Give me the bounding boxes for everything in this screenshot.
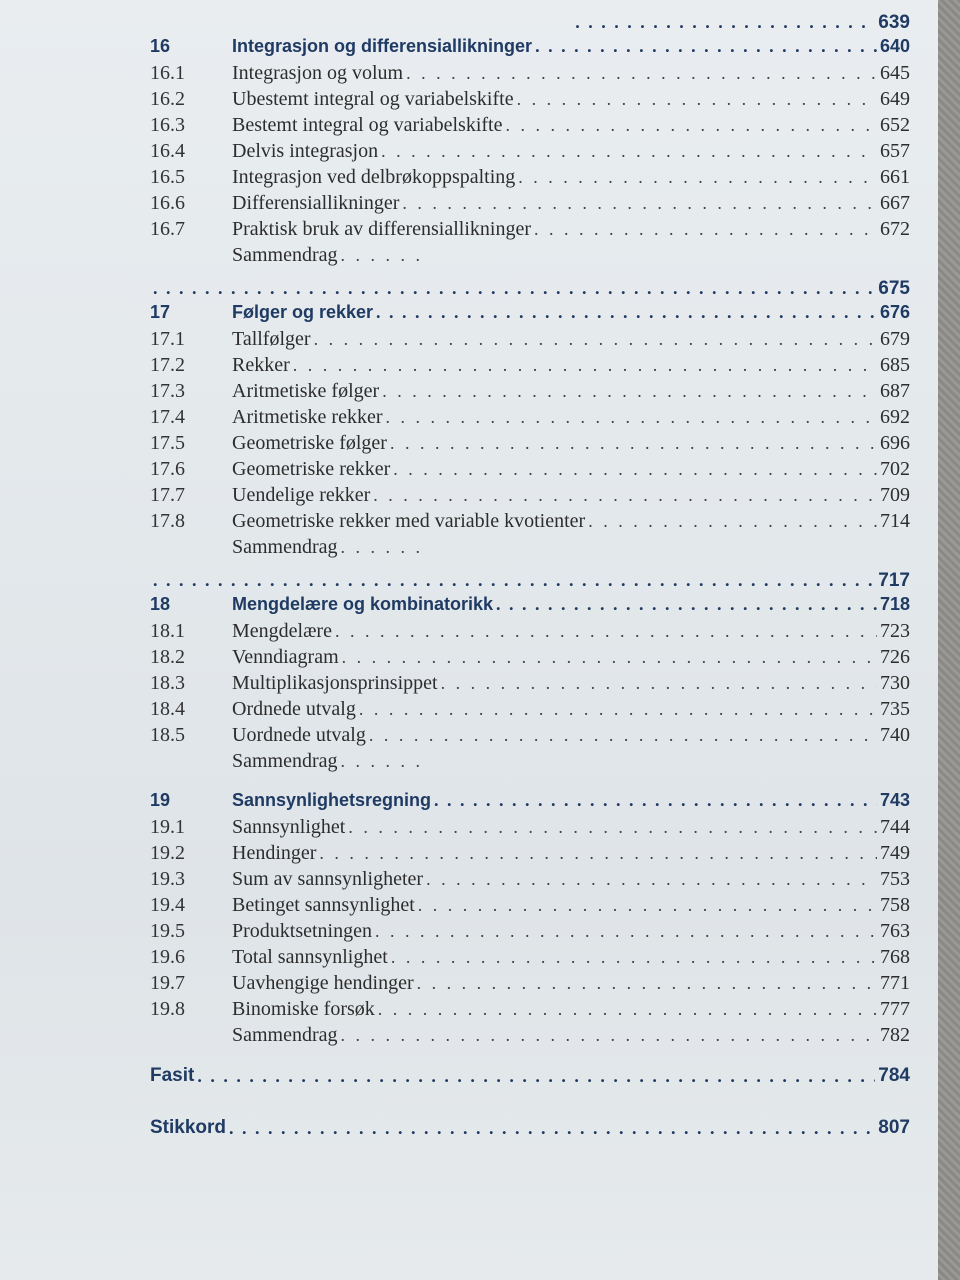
section-title: Differensiallikninger [232, 192, 400, 214]
fasit-page: 784 [878, 1065, 910, 1086]
dot-leader [505, 115, 877, 136]
section-page: 723 [880, 620, 910, 642]
chapter-start-line [150, 570, 910, 594]
chapter-number: 17 [150, 302, 171, 322]
section-page: 726 [880, 646, 910, 668]
dot-leader [406, 63, 877, 84]
dot-leader [391, 947, 877, 968]
summary-row [150, 536, 910, 562]
dot-leader [588, 511, 877, 532]
chapter-heading [150, 594, 910, 620]
section-number: 17.1 [150, 328, 185, 350]
dot-leader [153, 570, 875, 591]
dot-leader [335, 621, 877, 642]
dot-leader [517, 89, 877, 110]
section-row [150, 842, 910, 868]
dot-leader [293, 355, 877, 376]
section-page: 667 [880, 192, 910, 214]
section-row [150, 646, 910, 672]
section-row [150, 380, 910, 406]
section-title: Delvis integrasjon [232, 140, 379, 162]
dot-leader [496, 594, 877, 615]
chapter-title: Mengdelære og kombinatorikk [232, 594, 494, 614]
section-page: 687 [880, 380, 910, 402]
dot-leader [376, 302, 877, 323]
section-number: 17.3 [150, 380, 185, 402]
section-title: Hendinger [232, 842, 317, 864]
dot-leader [386, 407, 878, 428]
section-row [150, 484, 910, 510]
section-row [150, 166, 910, 192]
section-title: Multiplikasjonsprinsippet [232, 672, 438, 694]
summary-row [150, 244, 910, 270]
section-number: 16.4 [150, 140, 185, 162]
section-page: 777 [880, 998, 910, 1020]
section-title: Ordnede utvalg [232, 698, 356, 720]
chapter-title: Sannsynlighetsregning [232, 790, 432, 810]
dot-leader [359, 699, 877, 720]
section-page: 657 [880, 140, 910, 162]
dot-leader [381, 141, 877, 162]
section-title: Geometriske rekker [232, 458, 391, 480]
section-number: 19.3 [150, 868, 185, 890]
section-row [150, 972, 910, 998]
summary-title: Sammendrag [232, 1024, 338, 1046]
section-number: 16.1 [150, 62, 185, 84]
section-row [150, 192, 910, 218]
section-page: 692 [880, 406, 910, 428]
dot-leader [341, 245, 421, 266]
section-number: 19.6 [150, 946, 185, 968]
summary-title: Sammendrag [232, 536, 338, 558]
chapter-gap [150, 562, 910, 570]
chapter-start-page: 675 [878, 278, 910, 299]
summary-title: Sammendrag [232, 750, 338, 772]
section-title: Total sannsynlighet [232, 946, 388, 968]
summary-title: Sammendrag [232, 244, 338, 266]
section-row [150, 88, 910, 114]
section-number: 17.7 [150, 484, 185, 506]
chapter-page: 743 [879, 790, 910, 810]
section-row [150, 672, 910, 698]
section-page: 735 [880, 698, 910, 720]
section-number: 17.4 [150, 406, 185, 428]
section-number: 17.2 [150, 354, 185, 376]
section-row [150, 218, 910, 244]
summary-page: 782 [880, 1024, 910, 1046]
section-row [150, 510, 910, 536]
section-number: 19.4 [150, 894, 185, 916]
section-number: 18.5 [150, 724, 185, 746]
chapter-page: 718 [879, 594, 910, 614]
section-row [150, 432, 910, 458]
dot-leader [348, 817, 877, 838]
section-title: Tallfølger [232, 328, 311, 350]
section-number: 17.5 [150, 432, 185, 454]
fasit-title: Fasit [150, 1065, 195, 1086]
dot-leader [426, 869, 877, 890]
section-row [150, 868, 910, 894]
section-title: Geometriske følger [232, 432, 387, 454]
dot-leader [534, 219, 877, 240]
section-title: Venndiagram [232, 646, 339, 668]
section-title: Aritmetiske følger [232, 380, 380, 402]
dot-leader [342, 647, 877, 668]
section-page: 740 [880, 724, 910, 746]
background-surface [938, 0, 960, 1280]
chapter-block [150, 790, 910, 1050]
section-row [150, 946, 910, 972]
chapter-heading [150, 302, 910, 328]
table-of-contents [150, 12, 910, 1154]
section-title: Ubestemt integral og variabelskifte [232, 88, 514, 110]
section-title: Geometriske rekker med variable kvotienter [232, 510, 586, 532]
section-page: 768 [880, 946, 910, 968]
section-row [150, 698, 910, 724]
chapter-block [150, 12, 910, 278]
section-page: 749 [880, 842, 910, 864]
dot-leader [378, 999, 877, 1020]
chapter-page: 676 [879, 302, 910, 322]
section-title: Uavhengige hendinger [232, 972, 414, 994]
dot-leader [382, 381, 877, 402]
section-number: 17.8 [150, 510, 185, 532]
chapter-number: 18 [150, 594, 171, 614]
section-page: 709 [880, 484, 910, 506]
section-title: Mengdelære [232, 620, 332, 642]
section-title: Rekker [232, 354, 290, 376]
section-row [150, 894, 910, 920]
section-page: 758 [880, 894, 910, 916]
dot-leader [535, 36, 877, 57]
chapter-gap [150, 776, 910, 790]
section-number: 16.3 [150, 114, 185, 136]
chapter-block [150, 570, 910, 790]
section-page: 753 [880, 868, 910, 890]
section-row [150, 328, 910, 354]
section-row [150, 920, 910, 946]
dot-leader [375, 921, 877, 942]
dot-leader [393, 459, 877, 480]
section-page: 649 [880, 88, 910, 110]
dot-leader [341, 751, 421, 772]
section-title: Praktisk bruk av differensiallikninger [232, 218, 532, 240]
dot-leader [418, 895, 877, 916]
dot-leader [390, 433, 877, 454]
section-page: 744 [880, 816, 910, 838]
section-title: Bestemt integral og variabelskifte [232, 114, 503, 136]
chapter-heading [150, 790, 910, 816]
section-page: 702 [880, 458, 910, 480]
section-title: Sannsynlighet [232, 816, 346, 838]
section-number: 19.1 [150, 816, 185, 838]
section-row [150, 406, 910, 432]
section-title: Uendelige rekker [232, 484, 371, 506]
section-page: 730 [880, 672, 910, 694]
section-number: 18.2 [150, 646, 185, 668]
dot-leader [229, 1118, 875, 1139]
dot-leader [341, 1025, 877, 1046]
section-page: 645 [880, 62, 910, 84]
section-page: 652 [880, 114, 910, 136]
section-number: 16.6 [150, 192, 185, 214]
chapter-number: 19 [150, 790, 171, 810]
dot-leader [518, 167, 877, 188]
section-number: 19.8 [150, 998, 185, 1020]
section-number: 18.1 [150, 620, 185, 642]
dot-leader [402, 193, 877, 214]
chapter-start-line [150, 278, 910, 302]
section-row [150, 354, 910, 380]
summary-row [150, 750, 910, 776]
section-title: Betinget sannsynlighet [232, 894, 415, 916]
section-row [150, 816, 910, 842]
chapter-block [150, 278, 910, 570]
section-number: 19.7 [150, 972, 185, 994]
dot-leader [197, 1066, 875, 1087]
section-page: 679 [880, 328, 910, 350]
dot-leader [341, 537, 421, 558]
chapter-start-page: 717 [878, 570, 910, 591]
section-number: 19.2 [150, 842, 185, 864]
chapter-start-line [150, 12, 910, 36]
stikkord-row [150, 1102, 910, 1154]
dot-leader [373, 485, 877, 506]
dot-leader [441, 673, 877, 694]
section-page: 696 [880, 432, 910, 454]
section-row [150, 724, 910, 750]
section-row [150, 140, 910, 166]
section-title: Sum av sannsynligheter [232, 868, 424, 890]
section-title: Integrasjon ved delbrøkoppspalting [232, 166, 516, 188]
section-page: 685 [880, 354, 910, 376]
section-number: 17.6 [150, 458, 185, 480]
dot-leader [575, 12, 875, 33]
section-page: 771 [880, 972, 910, 994]
section-row [150, 620, 910, 646]
section-title: Uordnede utvalg [232, 724, 366, 746]
dot-leader [417, 973, 877, 994]
fasit-row [150, 1050, 910, 1102]
section-number: 19.5 [150, 920, 185, 942]
summary-row [150, 1024, 910, 1050]
section-title: Binomiske forsøk [232, 998, 375, 1020]
section-title: Produktsetningen [232, 920, 372, 942]
section-number: 16.5 [150, 166, 185, 188]
chapter-start-page: 639 [878, 12, 910, 33]
dot-leader [319, 843, 877, 864]
stikkord-title: Stikkord [150, 1117, 227, 1138]
chapter-number: 16 [150, 36, 171, 56]
section-number: 18.4 [150, 698, 185, 720]
section-page: 661 [880, 166, 910, 188]
dot-leader [434, 790, 877, 811]
section-page: 672 [880, 218, 910, 240]
section-number: 18.3 [150, 672, 185, 694]
dot-leader [369, 725, 877, 746]
section-title: Aritmetiske rekker [232, 406, 383, 428]
section-page: 763 [880, 920, 910, 942]
section-number: 16.2 [150, 88, 185, 110]
section-title: Integrasjon og volum [232, 62, 404, 84]
dot-leader [314, 329, 877, 350]
chapter-gap [150, 270, 910, 278]
chapter-heading [150, 36, 910, 62]
section-row [150, 998, 910, 1024]
section-row [150, 114, 910, 140]
chapter-title: Følger og rekker [232, 302, 374, 322]
stikkord-page: 807 [878, 1117, 910, 1138]
section-number: 16.7 [150, 218, 185, 240]
section-page: 714 [880, 510, 910, 532]
section-row [150, 458, 910, 484]
section-row [150, 62, 910, 88]
chapter-title: Integrasjon og differensiallikninger [232, 36, 533, 56]
chapter-page: 640 [879, 36, 910, 56]
dot-leader [153, 278, 875, 299]
